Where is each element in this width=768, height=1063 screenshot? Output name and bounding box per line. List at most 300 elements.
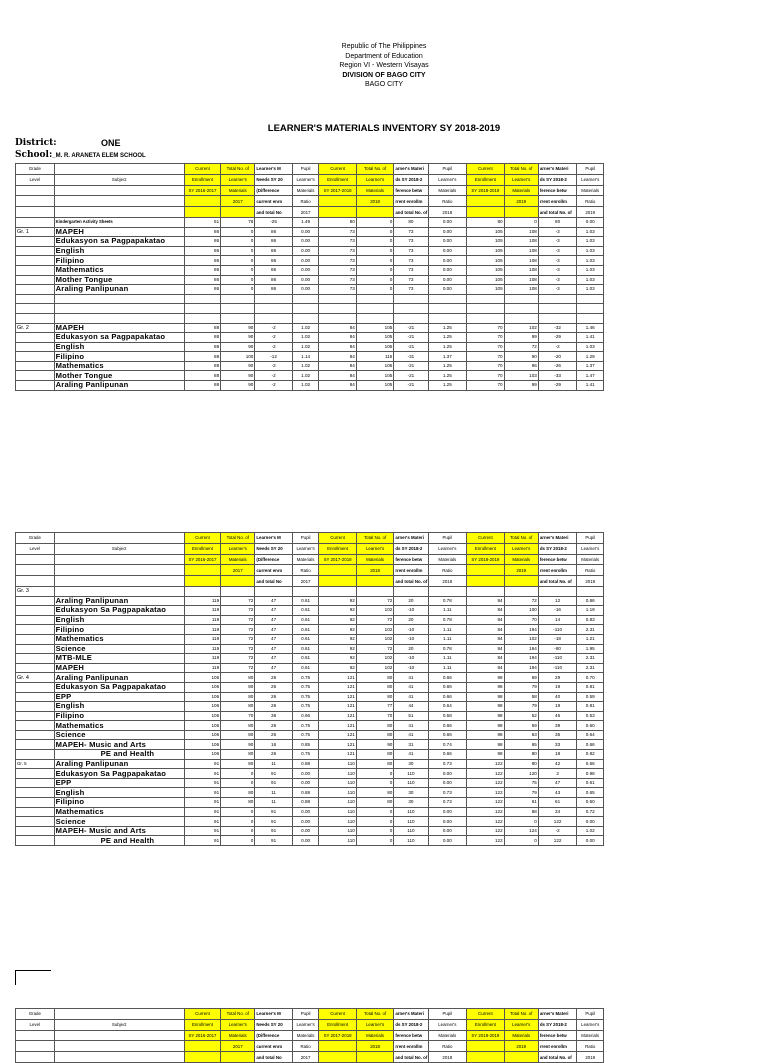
header-cell: and total No	[255, 207, 293, 218]
grade-cell	[16, 740, 55, 750]
value-cell: 90	[221, 342, 255, 352]
value-cell	[538, 294, 577, 304]
header-cell: Current	[184, 164, 220, 175]
value-cell: 88	[184, 323, 220, 333]
table-row	[16, 740, 604, 750]
value-cell: 90	[221, 333, 255, 343]
value-cell: 80	[221, 692, 255, 702]
value-cell: 41	[394, 682, 428, 692]
value-cell: 0.81	[577, 702, 604, 712]
value-cell: 0	[356, 227, 394, 237]
grade-cell	[16, 606, 55, 616]
value-cell: 91	[184, 817, 220, 827]
header-row	[16, 543, 604, 554]
header-cell: 2019	[504, 1041, 538, 1052]
value-cell: 11	[255, 788, 293, 798]
value-cell	[255, 586, 293, 596]
header-cell: (Difference	[255, 554, 293, 565]
value-cell: 1.03	[577, 265, 604, 275]
value-cell: 0.65	[577, 788, 604, 798]
subject-cell: English	[54, 246, 184, 256]
value-cell: 121	[319, 682, 357, 692]
value-cell: 121	[319, 730, 357, 740]
subject-cell: Filipino	[54, 256, 184, 266]
value-cell: 35	[538, 730, 577, 740]
header-cell: (Difference	[255, 185, 293, 196]
header-cell: Learner's	[292, 543, 318, 554]
header-cell: Pupil	[292, 533, 318, 544]
header-cell: and total No. of	[538, 1052, 577, 1063]
header-cell: Learner's	[356, 174, 394, 185]
value-cell: 0.64	[577, 730, 604, 740]
table-row	[16, 634, 604, 644]
header-cell	[184, 565, 220, 576]
value-cell: 80	[356, 692, 394, 702]
value-cell: 73	[394, 237, 428, 247]
header-cell: ference betw	[394, 554, 428, 565]
value-cell: 119	[184, 606, 220, 616]
header-cell: Learner's M	[255, 1009, 293, 1020]
value-cell: 77	[356, 702, 394, 712]
value-cell: 39	[538, 721, 577, 731]
value-cell: 0.00	[428, 778, 467, 788]
value-cell: -10	[394, 625, 428, 635]
value-cell	[504, 294, 538, 304]
value-cell: 0.75	[292, 721, 318, 731]
value-cell: 31	[394, 740, 428, 750]
header-cell: and total No. of	[394, 207, 428, 218]
value-cell: 164	[504, 644, 538, 654]
value-cell: 14	[538, 615, 577, 625]
value-cell: 91	[184, 826, 220, 836]
value-cell	[319, 586, 357, 596]
header-cell: Pupil	[428, 164, 467, 175]
value-cell: 70	[467, 371, 505, 381]
value-cell: 110	[394, 826, 428, 836]
header-cell: Pupil	[577, 164, 604, 175]
subject-cell: English	[54, 342, 184, 352]
header-cell: Materials	[577, 1030, 604, 1041]
header-row	[16, 207, 604, 218]
table-row	[16, 615, 604, 625]
value-cell: 84	[467, 663, 505, 673]
value-cell: 0.82	[577, 750, 604, 760]
value-cell: 0.00	[428, 217, 467, 227]
header-cell: Grade	[16, 164, 55, 175]
value-cell: 119	[184, 654, 220, 664]
value-cell: 0.00	[428, 237, 467, 247]
value-cell: 110	[394, 807, 428, 817]
value-cell: 108	[504, 256, 538, 266]
header-cell: 2018	[356, 565, 394, 576]
table-row	[16, 750, 604, 760]
value-cell: 73	[319, 256, 357, 266]
value-cell: 72	[221, 663, 255, 673]
value-cell: 110	[394, 778, 428, 788]
value-cell: 0.00	[292, 836, 318, 846]
header-cell	[467, 565, 505, 576]
grade-cell	[16, 654, 55, 664]
value-cell: 72	[221, 625, 255, 635]
subject-cell: English	[54, 788, 184, 798]
grade-cell	[16, 342, 55, 352]
corner-mark	[15, 970, 51, 985]
header-cell: SY 2017-2018	[319, 554, 357, 565]
header-cell: current enro	[255, 565, 293, 576]
value-cell: 105	[467, 285, 505, 295]
table-row	[16, 625, 604, 635]
header-row	[16, 554, 604, 565]
header-cell: and total No. of	[394, 576, 428, 587]
table-row	[16, 333, 604, 343]
value-cell: 106	[184, 721, 220, 731]
header-cell: Ratio	[428, 1041, 467, 1052]
value-cell: 110	[319, 778, 357, 788]
value-cell: 73	[319, 275, 357, 285]
table-row	[16, 769, 604, 779]
value-cell: 119	[184, 663, 220, 673]
value-cell: 0.00	[428, 246, 467, 256]
value-cell: 1.41	[577, 381, 604, 391]
value-cell: 122	[467, 798, 505, 808]
header-cell	[54, 576, 184, 587]
value-cell	[319, 313, 357, 323]
value-cell: -2	[538, 342, 577, 352]
value-cell: 106	[184, 682, 220, 692]
subject-cell: Mathematics	[54, 265, 184, 275]
value-cell: 0.66	[577, 740, 604, 750]
value-cell: 0.73	[428, 788, 467, 798]
value-cell: 86	[255, 256, 293, 266]
value-cell: 70	[467, 361, 505, 371]
subject-cell: Science	[54, 644, 184, 654]
table-row	[16, 711, 604, 721]
table-row	[16, 352, 604, 362]
subject-cell: MAPEH- Music and Arts	[54, 826, 184, 836]
header-row	[16, 1030, 604, 1041]
header-cell: Pupil	[428, 533, 467, 544]
subject-cell: EPP	[54, 778, 184, 788]
value-cell: 106	[184, 740, 220, 750]
value-cell: 105	[467, 237, 505, 247]
value-cell: 1.03	[577, 275, 604, 285]
value-cell: 98	[467, 740, 505, 750]
value-cell: 73	[394, 256, 428, 266]
value-cell: 90	[356, 740, 394, 750]
grade-cell	[16, 246, 55, 256]
value-cell: 0.75	[292, 673, 318, 683]
value-cell: 92	[319, 596, 357, 606]
value-cell	[255, 304, 293, 314]
value-cell: 194	[504, 663, 538, 673]
subject-cell: Kindergarten Activity Sheets	[54, 217, 184, 227]
header-cell: Learner's	[428, 543, 467, 554]
value-cell: 110	[319, 836, 357, 846]
value-cell	[577, 294, 604, 304]
value-cell: 0	[221, 826, 255, 836]
header-cell	[16, 565, 55, 576]
value-cell: 88	[184, 342, 220, 352]
value-cell: 1.47	[577, 371, 604, 381]
header-cell	[467, 196, 505, 207]
value-cell: 0	[221, 778, 255, 788]
grade-cell	[16, 730, 55, 740]
header-cell: Total No. of	[356, 164, 394, 175]
value-cell: 110	[319, 759, 357, 769]
header-cell: Materials	[577, 554, 604, 565]
header-cell: Learner's	[221, 543, 255, 554]
value-cell: 91	[255, 769, 293, 779]
value-cell: 86	[184, 227, 220, 237]
value-cell: 11	[255, 759, 293, 769]
value-cell	[467, 313, 505, 323]
value-cell: 70	[467, 342, 505, 352]
value-cell: 80	[356, 750, 394, 760]
value-cell: 102	[356, 634, 394, 644]
value-cell: 194	[504, 654, 538, 664]
value-cell: 84	[319, 381, 357, 391]
header-cell	[54, 554, 184, 565]
value-cell: 0.61	[292, 654, 318, 664]
grade-cell	[16, 721, 55, 731]
value-cell: 80	[221, 730, 255, 740]
value-cell: 1.46	[577, 323, 604, 333]
value-cell: 72	[221, 615, 255, 625]
grade-cell	[16, 371, 55, 381]
header-cell: rrent enrollm	[394, 196, 428, 207]
header-cell: SY 2017-2018	[319, 185, 357, 196]
value-cell	[292, 586, 318, 596]
value-cell: -21	[394, 361, 428, 371]
value-cell: 80	[504, 759, 538, 769]
value-cell: 106	[184, 750, 220, 760]
value-cell: 0.00	[292, 227, 318, 237]
value-cell: 1.02	[577, 826, 604, 836]
value-cell	[538, 304, 577, 314]
value-cell: 0.00	[428, 256, 467, 266]
value-cell: 98	[467, 750, 505, 760]
value-cell: 86	[184, 265, 220, 275]
header-cell: Level	[16, 1019, 55, 1030]
value-cell: 105	[356, 333, 394, 343]
value-cell: 0.00	[428, 826, 467, 836]
value-cell	[292, 294, 318, 304]
value-cell: 0.00	[292, 285, 318, 295]
value-cell: 84	[467, 634, 505, 644]
value-cell: -21	[394, 342, 428, 352]
subject-cell: Filipino	[54, 625, 184, 635]
value-cell: 91	[184, 769, 220, 779]
value-cell: 0	[221, 817, 255, 827]
value-cell: -26	[538, 361, 577, 371]
value-cell: 91	[255, 807, 293, 817]
value-cell: 86	[184, 275, 220, 285]
header-cell: Enrollment	[467, 543, 505, 554]
value-cell: 0.98	[577, 769, 604, 779]
value-cell: 0.66	[428, 730, 467, 740]
value-cell: 47	[255, 663, 293, 673]
value-cell: 79	[504, 702, 538, 712]
value-cell	[577, 313, 604, 323]
header-cell: ds SY 2018-2	[538, 1019, 577, 1030]
value-cell	[221, 294, 255, 304]
value-cell: 86	[184, 256, 220, 266]
value-cell: 1.02	[292, 323, 318, 333]
value-cell: 1.02	[292, 342, 318, 352]
header-cell: ds SY 2018-2	[394, 174, 428, 185]
header-cell: Ratio	[292, 565, 318, 576]
value-cell	[319, 304, 357, 314]
header-cell: Subject	[54, 543, 184, 554]
header-cell	[356, 207, 394, 218]
header-cell: Learner's	[221, 174, 255, 185]
value-cell: 0.61	[292, 634, 318, 644]
value-cell: 102	[356, 663, 394, 673]
value-cell: 105	[356, 323, 394, 333]
header-cell: ds SY 2018-2	[394, 1019, 428, 1030]
value-cell: 0.75	[292, 692, 318, 702]
header-cell: Pupil	[577, 533, 604, 544]
table-row	[16, 227, 604, 237]
header-cell: and total No. of	[538, 576, 577, 587]
value-cell: 30	[394, 759, 428, 769]
value-cell: 70	[504, 615, 538, 625]
table-row	[16, 275, 604, 285]
header-division: DIVISION OF BAGO CITY	[342, 71, 426, 79]
table-row	[16, 788, 604, 798]
header-cell: Pupil	[577, 1009, 604, 1020]
subject-cell	[54, 313, 184, 323]
value-cell: 90	[221, 323, 255, 333]
value-cell: 72	[356, 596, 394, 606]
district-value: ONE	[101, 138, 121, 148]
value-cell: 72	[504, 342, 538, 352]
value-cell: 1.11	[428, 663, 467, 673]
value-cell: 1.29	[577, 352, 604, 362]
value-cell: 61	[538, 798, 577, 808]
header-cell: ds SY 2018-2	[538, 543, 577, 554]
value-cell: 72	[356, 644, 394, 654]
value-cell: 98	[467, 721, 505, 731]
subject-cell: MAPEH- Music and Arts	[54, 740, 184, 750]
value-cell: 73	[394, 246, 428, 256]
value-cell: -2	[255, 333, 293, 343]
table-row	[16, 237, 604, 247]
value-cell: 119	[184, 634, 220, 644]
value-cell: 96	[504, 361, 538, 371]
header-cell: SY 2016-2017	[184, 185, 220, 196]
subject-cell: Filipino	[54, 711, 184, 721]
value-cell: 41	[394, 750, 428, 760]
value-cell: 108	[504, 237, 538, 247]
header-cell: Ratio	[292, 1041, 318, 1052]
value-cell: -110	[538, 625, 577, 635]
value-cell: 92	[319, 654, 357, 664]
header-cell: 2018	[356, 196, 394, 207]
header-cell: Materials	[221, 554, 255, 565]
header-cell	[54, 196, 184, 207]
header-cell: Materials	[504, 185, 538, 196]
value-cell: 98	[467, 730, 505, 740]
header-cell: SY 2018-2019	[467, 1030, 505, 1041]
value-cell: 98	[467, 682, 505, 692]
header-cell: Materials	[577, 185, 604, 196]
subject-cell: Edukasyon sa Pagpapakatao	[54, 333, 184, 343]
value-cell: 0.00	[292, 237, 318, 247]
value-cell: 80	[221, 673, 255, 683]
value-cell: -25	[255, 217, 293, 227]
subject-cell: Mother Tongue	[54, 275, 184, 285]
value-cell: 102	[356, 654, 394, 664]
header-cell	[184, 207, 220, 218]
header-cell: Learner's	[504, 1019, 538, 1030]
header-cell: Ratio	[577, 1041, 604, 1052]
value-cell: 90	[221, 371, 255, 381]
value-cell: 58	[504, 692, 538, 702]
value-cell: -2	[255, 342, 293, 352]
value-cell: 72	[221, 654, 255, 664]
value-cell: 0	[221, 227, 255, 237]
value-cell: 88	[184, 381, 220, 391]
grade-cell	[16, 615, 55, 625]
value-cell: 26	[255, 673, 293, 683]
subject-cell: Science	[54, 817, 184, 827]
value-cell: 41	[394, 730, 428, 740]
value-cell: 88	[184, 333, 220, 343]
value-cell: 80	[221, 682, 255, 692]
value-cell: 0.61	[292, 644, 318, 654]
value-cell	[184, 586, 220, 596]
header-cell	[221, 1052, 255, 1063]
value-cell: 106	[184, 702, 220, 712]
value-cell: 0.75	[292, 682, 318, 692]
header-cell: Total No. of	[221, 164, 255, 175]
value-cell: 73	[319, 237, 357, 247]
table-row	[16, 807, 604, 817]
value-cell: 0.66	[292, 711, 318, 721]
value-cell: 0	[356, 275, 394, 285]
value-cell: 110	[319, 798, 357, 808]
value-cell: 0.70	[577, 673, 604, 683]
value-cell: 99	[504, 381, 538, 391]
subject-cell: PE and Health	[54, 750, 184, 760]
value-cell: 1.02	[292, 371, 318, 381]
value-cell: 1.11	[428, 625, 467, 635]
value-cell: 0.50	[577, 798, 604, 808]
value-cell: 0	[356, 285, 394, 295]
value-cell	[577, 586, 604, 596]
value-cell: 122	[467, 817, 505, 827]
value-cell: 0.73	[428, 759, 467, 769]
header-cell: Total No. of	[221, 533, 255, 544]
header-cell	[54, 1009, 184, 1020]
value-cell: 1.25	[428, 361, 467, 371]
value-cell: 26	[255, 750, 293, 760]
subject-cell: English	[54, 702, 184, 712]
value-cell: 0	[221, 265, 255, 275]
header-cell: Learner's	[577, 1019, 604, 1030]
header-row	[16, 174, 604, 185]
value-cell: 0.64	[428, 702, 467, 712]
subject-cell: Edukasyon Sa Pagpapakatao	[54, 769, 184, 779]
value-cell: 102	[356, 625, 394, 635]
grade-cell	[16, 381, 55, 391]
value-cell: 0.61	[577, 778, 604, 788]
value-cell: 1.03	[577, 285, 604, 295]
table-row	[16, 682, 604, 692]
value-cell: 0.00	[428, 227, 467, 237]
value-cell: 20	[394, 596, 428, 606]
